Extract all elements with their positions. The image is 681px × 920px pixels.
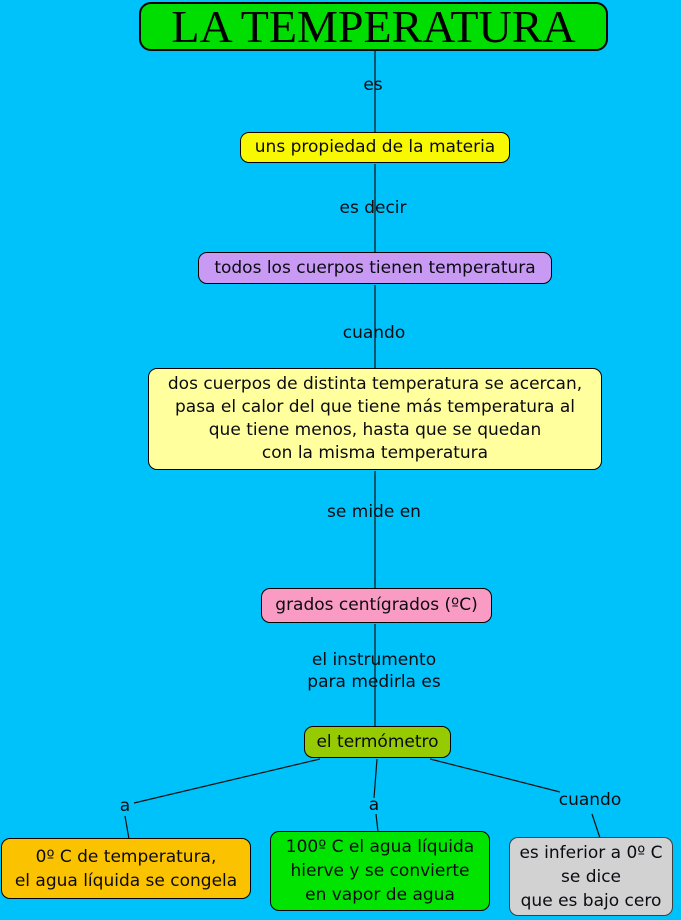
link-label-instrumento [307,649,440,693]
node-heat-transfer-line-2: pasa el calor del que tiene más temperatura al [174,397,575,417]
connector-right-drop [592,814,600,838]
node-all-bodies-label: todos los cuerpos tienen temperatura [214,257,536,278]
link-label-instrumento-line-2: para medirla es [307,672,441,692]
connector-thermo-mid-upper [374,759,377,798]
link-label-se-mide-en: se mide en [327,502,421,522]
node-boiling-line-2: hierve y se convierte [290,861,470,881]
node-freezing-line-1: 0º C de temperatura, [35,846,217,867]
node-thermometer-label: el termómetro [316,731,439,752]
connector-mid-drop [376,814,378,832]
node-below-zero-line-3: que es bajo cero [520,890,662,911]
node-boiling-line-1: 100º C el agua líquida [285,837,475,857]
link-label-es: es [363,75,383,95]
node-heat-transfer-line-4: con la misma temperatura [261,443,489,463]
node-boiling-line-3: en vapor de agua [305,885,455,905]
link-label-es-decir: es decir [339,198,407,218]
node-all-bodies[interactable] [198,252,552,284]
node-freezing-point[interactable] [1,838,251,899]
node-below-zero-line-1: es inferior a 0º C [519,842,663,863]
connector-thermo-left-diag [134,759,320,803]
node-centigrade-degrees[interactable] [261,588,492,623]
node-freezing-line-2: el agua líquida se congela [14,870,238,891]
connector-left-drop [125,816,129,839]
link-label-cuando-bottom: cuando [558,790,622,810]
node-thermometer[interactable] [304,726,451,758]
node-heat-transfer-line-3: que tiene menos, hasta que se quedan [208,420,542,440]
link-label-cuando-top: cuando [342,323,406,343]
node-heat-transfer-line-1: dos cuerpos de distinta temperatura se acercan, [167,374,583,394]
link-label-a-mid: a [368,795,380,815]
node-property-label: uns propiedad de la materia [254,137,496,157]
link-label-instrumento-line-1: el instrumento [311,650,437,670]
node-title[interactable] [139,2,608,51]
node-property-of-matter[interactable] [240,132,510,163]
node-below-zero[interactable] [509,837,673,916]
node-below-zero-line-2: se dice [560,866,622,887]
connector-thermo-right-diag [430,759,560,792]
node-centigrade-degrees-label: grados centígrados (ºC) [275,595,478,615]
node-heat-transfer[interactable] [148,368,602,470]
link-label-a-left: a [119,796,131,816]
node-boiling-point[interactable] [270,831,490,911]
node-title-label: LA TEMPERATURA [171,0,576,52]
